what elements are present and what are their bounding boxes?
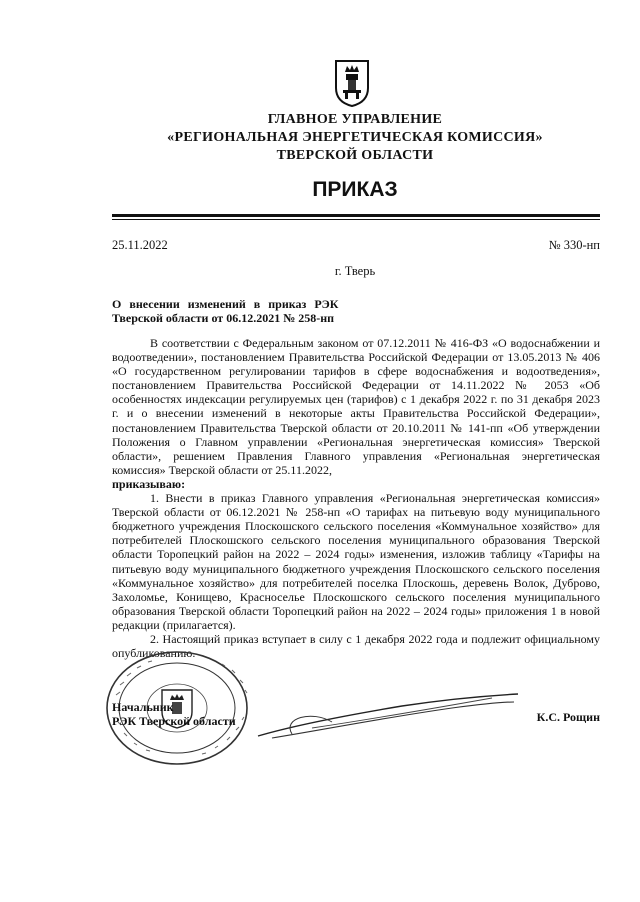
subject-line-2: Тверской области от 06.12.2021 № 258-нп [112,311,335,325]
document-number: № 330-нп [548,238,600,252]
subject-line-1: О внесении изменений в приказ РЭК [112,297,339,311]
document-subject [112,297,412,325]
signatory-position [112,700,236,728]
document-body [112,336,600,660]
body-order-word: приказываю: [112,476,186,491]
document-city: г. Тверь [334,264,376,278]
body-item-2: 2. Настоящий приказ вступает в силу с 1 декабря 2022 года и подлежит официальному опубликованию. [112,631,600,661]
header-divider-thick [112,214,600,217]
document-title: ПРИКАЗ [312,178,398,201]
tver-coat-of-arms-icon [333,58,371,108]
header-line-2: «РЕГИОНАЛЬНАЯ ЭНЕРГЕТИЧЕСКАЯ КОМИССИЯ» [167,130,543,145]
signatory-position-line-1: Начальник [112,700,174,714]
body-item-1: 1. Внести в приказ Главного управления «Региональная энергетическая комиссия» Тверской области от 06.12.2021 № 258-нп «О тарифах на питьевую воду муниципального бюджетного учреждения Плоскошского сельского поселения «Коммунальное хозяйство» для потребителей Плоскошского сельского поселения муниципального образования Тверской области Торопецкий район на 2022 – 2024 годы» изменения, изложив таблицу «Тарифы на питьевую воду муниципального бюджетного учреждения Плоскошского сельского поселения «Коммунальное хозяйство» для потребителей поселка Плоскошь, деревень Волок, Дуброво, Захоломье, Конищево, Красноселье Плоскошского сельского поселения муниципального образования Тверской области Торопецкий район на 2022 – 2024 годы» приложения 1 в новой редакции (прилагается). [112,491,600,632]
header-line-3: ТВЕРСКОЙ ОБЛАСТИ [276,148,434,163]
header-divider-thin [112,219,600,220]
handwritten-signature-icon [252,688,524,742]
body-preamble: В соответствии с Федеральным законом от 07.12.2011 № 416-ФЗ «О водоснабжении и водоотведении», постановлением Правительства Российской Федерации от 13.05.2013 № 406 «О государственном регулировании тарифов в сфере водоснабжения и водоотведения», постановлением Правительства Российской Федерации от 14.11.2022 № 2053 «Об особенностях индексации регулируемых цен (тарифов) с 1 декабря 2022 г. по 31 декабря 2023 г. и о внесении изменений в некоторые акты Правительства Российской Федерации», постановлением Правительства Тверской области от 20.10.2011 № 141-пп «Об утверждении Положения о Главном управлении «Региональная энергетическая комиссия» Тверской области», решением Правления Главного управления «Региональная энергетическая комиссия» Тверской области от 25.11.2022, [112,336,600,477]
header-line-1: ГЛАВНОЕ УПРАВЛЕНИЕ [267,112,443,127]
signatory-name: К.С. Рощин [536,710,600,724]
signatory-position-line-2: РЭК Тверской области [112,714,236,728]
document-date: 25.11.2022 [112,238,168,252]
